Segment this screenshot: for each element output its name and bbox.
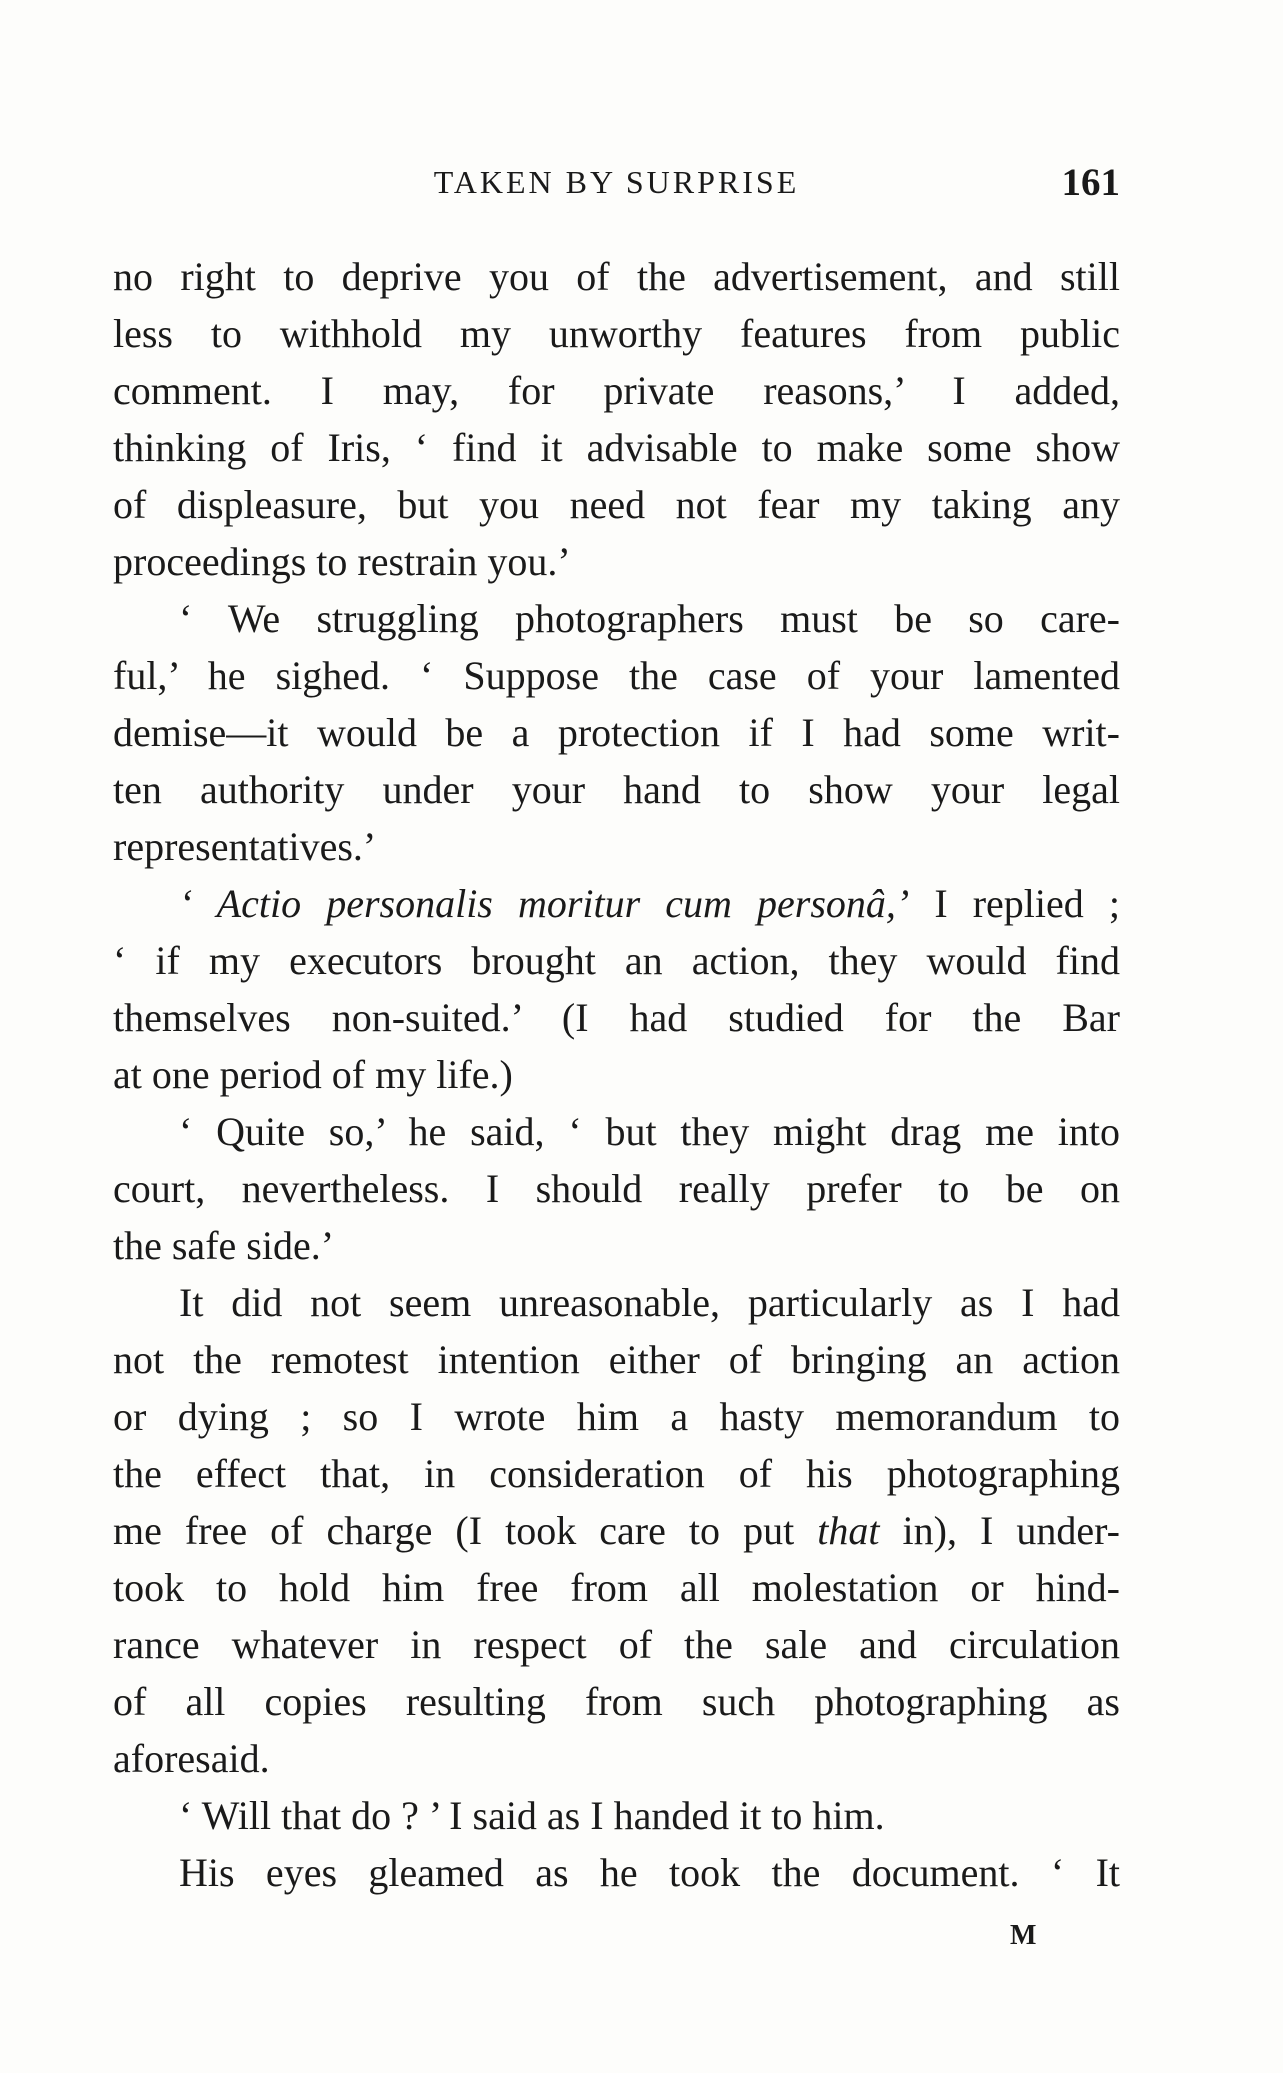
text-line: no right to deprive you of the advertisement, and still [113,254,1120,299]
text-line: His eyes gleamed as he took the document. ‘ It [179,1850,1120,1895]
text-fragment: in), I under- [879,1508,1120,1553]
text-line-emphasis [113,1502,1120,1559]
body-text [113,248,1120,1901]
text-line-latin [113,875,1120,932]
text-line: ‘ if my executors brought an action, they would find [113,938,1120,983]
text-line: ‘ We struggling photographers must be so care- [179,596,1120,641]
text-line: representatives.’ [113,824,377,869]
signature-mark: M [1010,1920,1037,1951]
text-line: of displeasure, but you need not fear my taking any [113,482,1120,527]
text-line: the effect that, in consideration of his photographing [113,1451,1120,1496]
text-line: It did not seem unreasonable, particularly as I had [179,1280,1120,1325]
latin-quote: ‘ Actio personalis moritur cum personâ,’ [179,881,910,926]
text-line: of all copies resulting from such photographing as [113,1679,1120,1724]
text-line: at one period of my life.) [113,1052,513,1097]
text-line: ful,’ he sighed. ‘ Suppose the case of your lamented [113,653,1120,698]
text-line: demise—it would be a protection if I had some writ- [113,710,1120,755]
text-line: proceedings to restrain you.’ [113,539,571,584]
text-line: ‘ Quite so,’ he said, ‘ but they might drag me into [179,1109,1120,1154]
text-line: not the remotest intention either of bringing an action [113,1337,1120,1382]
text-line: court, nevertheless. I should really prefer to be on [113,1166,1120,1211]
text-line: ten authority under your hand to show your legal [113,767,1120,812]
text-line: took to hold him free from all molestation or hind- [113,1565,1120,1610]
text-fragment: me free of charge (I took care to put [113,1508,818,1553]
text-line: comment. I may, for private reasons,’ I added, [113,368,1120,413]
text-line: or dying ; so I wrote him a hasty memorandum to [113,1394,1120,1439]
text-fragment: I replied ; [909,881,1120,926]
page-number: 161 [1061,161,1120,204]
running-head [113,160,1120,210]
text-line: thinking of Iris, ‘ find it advisable to make some show [113,425,1120,470]
running-title: TAKEN BY SURPRISE [433,164,800,200]
text-line: rance whatever in respect of the sale and circulation [113,1622,1120,1667]
text-line: aforesaid. [113,1736,270,1781]
text-line: the safe side.’ [113,1223,335,1268]
text-line: less to withhold my unworthy features from public [113,311,1120,356]
text-line: ‘ Will that do ? ’ I said as I handed it to him. [179,1793,885,1838]
text-line: themselves non-suited.’ (I had studied for the Bar [113,995,1120,1040]
emphasis-word: that [817,1508,880,1553]
